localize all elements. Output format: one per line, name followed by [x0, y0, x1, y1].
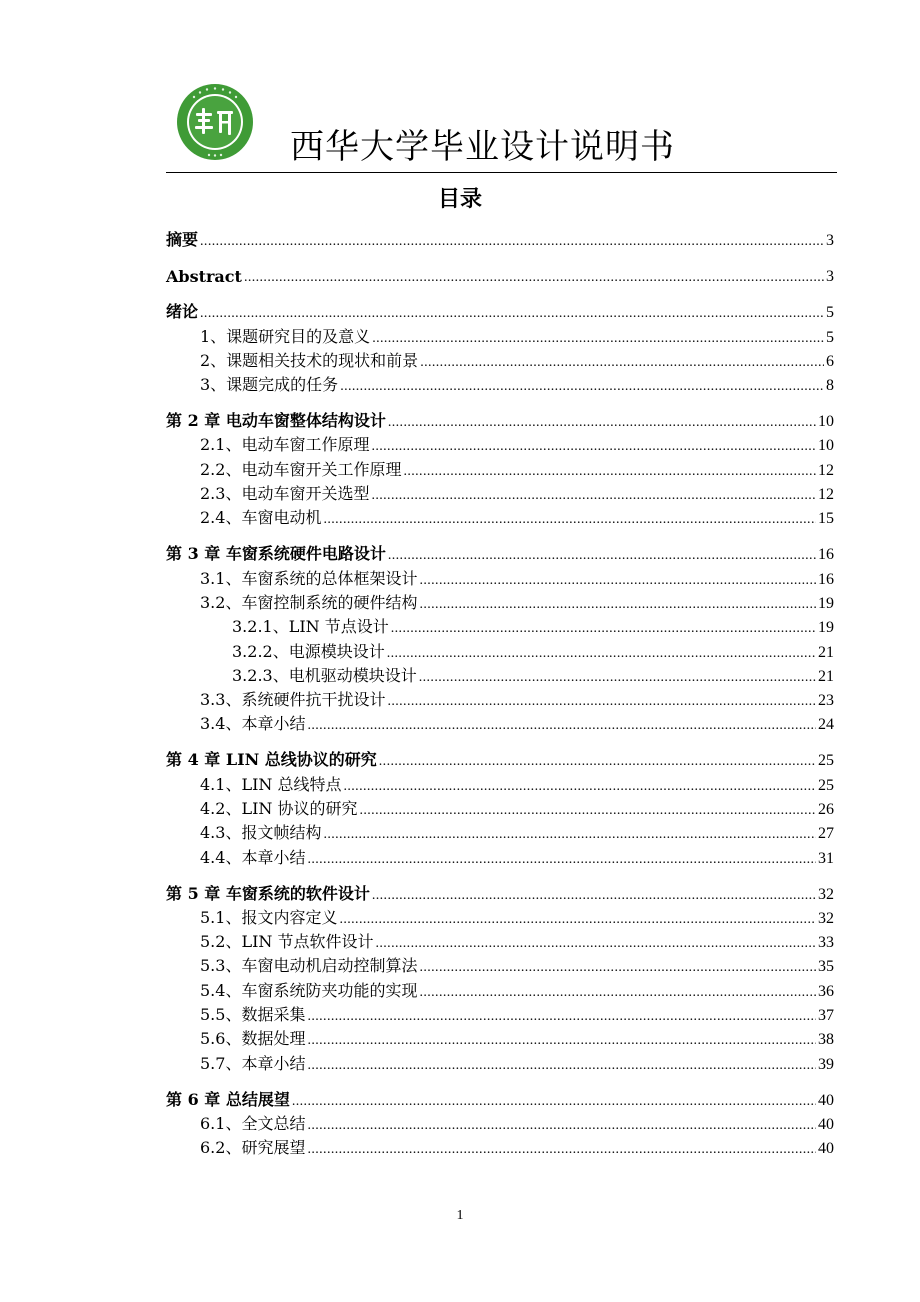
toc-entry[interactable]	[166, 455, 834, 479]
toc-dot-leader	[375, 936, 816, 952]
toc-dot-leader	[200, 306, 824, 322]
toc-entry-label: 5.5、数据采集	[200, 1005, 306, 1025]
toc-dot-leader	[292, 1094, 816, 1110]
toc-entry-label: 4.2、LIN 协议的研究	[200, 798, 358, 818]
toc-dot-leader	[307, 1009, 816, 1025]
toc-entry[interactable]	[166, 480, 834, 504]
toc-dot-leader	[419, 573, 816, 589]
toc-entry[interactable]	[166, 637, 834, 661]
toc-dot-leader	[359, 803, 816, 819]
toc-dot-leader	[371, 488, 816, 504]
toc-entry-label: 5.2、LIN 节点软件设计	[200, 932, 374, 952]
toc-entry-page: 38	[818, 1031, 834, 1049]
toc-entry-page: 40	[818, 1091, 834, 1109]
toc-entry-label: 3.1、车窗系统的总体框架设计	[200, 568, 418, 588]
toc-entry-label: 1、课题研究目的及意义	[200, 326, 371, 346]
toc-entry[interactable]	[166, 347, 834, 371]
toc-entry-label: 2.3、电动车窗开关选型	[200, 484, 370, 504]
toc-dot-leader	[343, 779, 816, 795]
toc-entry-label: 4.1、LIN 总线特点	[200, 774, 342, 794]
toc-entry-page: 12	[818, 461, 834, 479]
toc-entry-page: 16	[818, 570, 834, 588]
toc-entry[interactable]	[166, 564, 834, 588]
toc-entry[interactable]	[166, 928, 834, 952]
toc-entry-page: 3	[826, 268, 834, 286]
toc-entry[interactable]	[166, 540, 834, 564]
toc-entry-label: 第 6 章 总结展望	[166, 1089, 290, 1109]
toc-title: 目录	[437, 186, 482, 212]
toc-entry-label: 5.7、本章小结	[200, 1053, 306, 1073]
toc-entry[interactable]	[166, 795, 834, 819]
toc-entry-label: 第 5 章 车窗系统的软件设计	[166, 883, 370, 903]
toc-entry-label: 3、课题完成的任务	[200, 375, 339, 395]
toc-dot-leader	[419, 670, 816, 686]
toc-entry[interactable]	[166, 1134, 834, 1158]
toc-entry-page: 5	[826, 304, 834, 322]
toc-dot-leader	[323, 827, 816, 843]
toc-entry[interactable]	[166, 819, 834, 843]
toc-dot-leader	[388, 415, 816, 431]
toc-dot-leader	[391, 621, 816, 637]
toc-dot-leader	[419, 597, 816, 613]
toc-entry-page: 5	[826, 328, 834, 346]
page-number: 1	[456, 1208, 464, 1223]
toc-entry-label: 2、课题相关技术的现状和前景	[200, 350, 419, 370]
toc-entry[interactable]	[166, 613, 834, 637]
toc-entry-page: 19	[818, 594, 834, 612]
toc-entry-page: 25	[818, 776, 834, 794]
toc-entry-page: 40	[818, 1115, 834, 1133]
toc-entry-page: 32	[818, 885, 834, 903]
toc-entry-page: 8	[826, 377, 834, 395]
toc-dot-leader	[339, 912, 816, 928]
toc-entry-page: 10	[818, 413, 834, 431]
toc-entry[interactable]	[166, 589, 834, 613]
toc-dot-leader	[307, 718, 816, 734]
toc-entry-label: 3.2、车窗控制系统的硬件结构	[200, 592, 418, 612]
toc-dot-leader	[323, 512, 816, 528]
toc-entry-page: 23	[818, 692, 834, 710]
toc-entry[interactable]	[166, 904, 834, 928]
toc-entry[interactable]	[166, 1001, 834, 1025]
table-of-contents	[166, 226, 834, 1158]
toc-entry-page: 12	[818, 486, 834, 504]
toc-dot-leader	[307, 1033, 816, 1049]
toc-entry[interactable]	[166, 1049, 834, 1073]
toc-entry[interactable]	[166, 976, 834, 1000]
toc-entry[interactable]	[166, 226, 834, 250]
toc-entry[interactable]	[166, 1085, 834, 1109]
toc-entry-page: 40	[818, 1140, 834, 1158]
toc-entry[interactable]	[166, 371, 834, 395]
toc-entry[interactable]	[166, 262, 834, 286]
toc-entry-label: 6.1、全文总结	[200, 1113, 306, 1133]
toc-entry[interactable]	[166, 710, 834, 734]
toc-entry-label: 3.2.3、电机驱动模块设计	[232, 665, 417, 685]
toc-entry-label: 2.2、电动车窗开关工作原理	[200, 459, 402, 479]
toc-entry[interactable]	[166, 746, 834, 770]
toc-entry[interactable]	[166, 843, 834, 867]
toc-entry-label: 3.3、系统硬件抗干扰设计	[200, 690, 386, 710]
toc-entry[interactable]	[166, 504, 834, 528]
toc-dot-leader	[387, 646, 816, 662]
toc-entry-label: 5.3、车窗电动机启动控制算法	[200, 956, 418, 976]
toc-entry-page: 3	[826, 232, 834, 250]
toc-dot-leader	[307, 852, 816, 868]
toc-entry[interactable]	[166, 322, 834, 346]
toc-dot-leader	[419, 985, 816, 1001]
toc-entry-page: 26	[818, 800, 834, 818]
toc-dot-leader	[420, 355, 824, 371]
toc-entry-page: 33	[818, 934, 834, 952]
toc-entry-label: 6.2、研究展望	[200, 1138, 306, 1158]
toc-entry-page: 21	[818, 643, 834, 661]
toc-entry-page: 39	[818, 1055, 834, 1073]
toc-entry-label: Abstract	[166, 267, 242, 287]
toc-entry-page: 36	[818, 982, 834, 1000]
toc-entry-label: 4.3、报文帧结构	[200, 823, 322, 843]
toc-dot-leader	[387, 694, 816, 710]
toc-entry[interactable]	[166, 407, 834, 431]
toc-entry-page: 10	[818, 437, 834, 455]
toc-dot-leader	[200, 234, 824, 250]
toc-entry-page: 35	[818, 958, 834, 976]
toc-dot-leader	[307, 1118, 816, 1134]
toc-entry[interactable]	[166, 298, 834, 322]
toc-dot-leader	[307, 1142, 816, 1158]
toc-dot-leader	[372, 888, 816, 904]
toc-entry-label: 第 3 章 车窗系统硬件电路设计	[166, 544, 386, 564]
toc-entry-page: 37	[818, 1007, 834, 1025]
toc-entry[interactable]	[166, 770, 834, 794]
toc-entry-page: 25	[818, 752, 834, 770]
toc-entry[interactable]	[166, 1025, 834, 1049]
toc-dot-leader	[307, 1058, 816, 1074]
toc-dot-leader	[388, 548, 816, 564]
toc-entry-page: 32	[818, 909, 834, 927]
toc-entry-label: 第 4 章 LIN 总线协议的研究	[166, 750, 377, 770]
toc-dot-leader	[371, 439, 816, 455]
toc-entry-label: 3.2.1、LIN 节点设计	[232, 617, 389, 637]
university-logo	[176, 83, 254, 161]
toc-entry-label: 摘要	[166, 230, 199, 250]
toc-entry-label: 2.4、车窗电动机	[200, 508, 322, 528]
toc-entry[interactable]	[166, 431, 834, 455]
toc-dot-leader	[379, 754, 816, 770]
toc-entry-page: 27	[818, 825, 834, 843]
toc-entry-page: 19	[818, 619, 834, 637]
document-header-title: 西华大学毕业设计说明书	[290, 127, 675, 167]
toc-entry-page: 24	[818, 716, 834, 734]
toc-entry-page: 21	[818, 667, 834, 685]
toc-entry[interactable]	[166, 662, 834, 686]
toc-entry[interactable]	[166, 879, 834, 903]
toc-dot-leader	[244, 270, 824, 286]
toc-entry-label: 绪论	[166, 302, 199, 322]
toc-dot-leader	[419, 960, 816, 976]
toc-entry-label: 3.4、本章小结	[200, 714, 306, 734]
toc-entry[interactable]	[166, 686, 834, 710]
toc-entry[interactable]	[166, 952, 834, 976]
toc-entry-label: 3.2.2、电源模块设计	[232, 641, 385, 661]
toc-entry[interactable]	[166, 1110, 834, 1134]
toc-entry-page: 31	[818, 849, 834, 867]
toc-dot-leader	[340, 379, 824, 395]
toc-dot-leader	[403, 464, 816, 480]
toc-entry-label: 2.1、电动车窗工作原理	[200, 435, 370, 455]
toc-entry-label: 4.4、本章小结	[200, 847, 306, 867]
header-divider	[166, 172, 837, 173]
toc-entry-label: 5.4、车窗系统防夹功能的实现	[200, 980, 418, 1000]
toc-entry-label: 5.6、数据处理	[200, 1029, 306, 1049]
toc-entry-page: 15	[818, 510, 834, 528]
toc-entry-page: 16	[818, 546, 834, 564]
toc-entry-label: 第 2 章 电动车窗整体结构设计	[166, 411, 386, 431]
toc-dot-leader	[372, 331, 824, 347]
toc-entry-label: 5.1、报文内容定义	[200, 907, 338, 927]
toc-entry-page: 6	[826, 352, 834, 370]
